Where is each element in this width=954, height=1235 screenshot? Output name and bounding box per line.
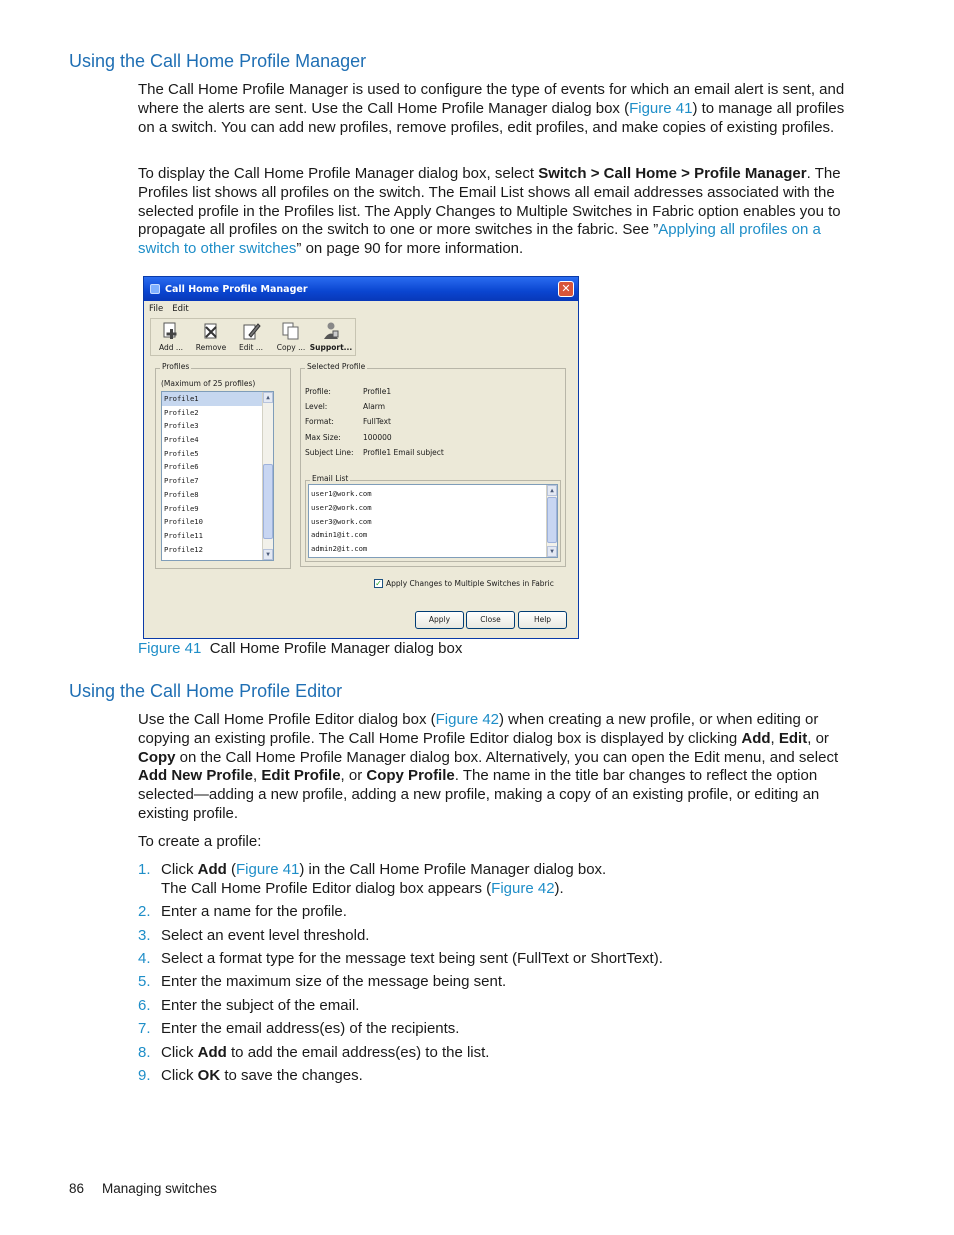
apply-button[interactable]: Apply (415, 611, 464, 629)
list-item[interactable]: user2@work.com (311, 502, 372, 512)
check-icon: ✓ (375, 579, 382, 588)
java-app-icon (150, 284, 160, 294)
list-item[interactable]: Profile1 (162, 392, 273, 406)
email-scrollbar[interactable] (546, 485, 557, 557)
copy-profile-icon (281, 321, 301, 341)
section-heading-profile-editor: Using the Call Home Profile Editor (69, 681, 343, 701)
profiles-list[interactable] (161, 391, 274, 561)
figure-41-link[interactable]: Figure 41 (236, 861, 300, 878)
list-item: 8. Click Add to add the email address(es) to the list. (138, 1043, 490, 1061)
list-item: 7. Enter the email address(es) of the recipients. (138, 1020, 460, 1038)
list-item[interactable]: Profile8 (164, 489, 199, 499)
selected-profile-group: Selected Profile (300, 368, 566, 567)
toolbar (150, 318, 356, 356)
help-button[interactable]: Help (518, 611, 567, 629)
add-button[interactable]: Add ... (151, 319, 191, 355)
scroll-thumb[interactable] (547, 497, 557, 543)
figure-42-link[interactable]: Figure 42 (435, 711, 500, 728)
list-item[interactable]: admin1@it.com (311, 530, 368, 540)
copy-button[interactable]: Copy ... (271, 319, 311, 355)
field-label: Profile: (305, 387, 331, 396)
add-profile-icon (161, 321, 181, 341)
scroll-down-icon[interactable]: ▼ (547, 546, 557, 557)
list-item: 9. Click OK to save the changes. (138, 1066, 363, 1084)
paragraph-editor: Use the Call Home Profile Editor dialog box (Figure 42) when creating a new profile, or when editing or copying an existing profile. The Call Home Profile Editor dialog box is displayed by clicking Add, Edit, or Copy on the Call Home Profile Manager dialog box. Alternatively, you can open the Edit menu, and select Add New Profile, Edit Profile, or Copy Profile. The name in the title bar changes to reflect the option selected—adding a new profile, adding a new profile, making a copy of an existing profile, or editing an existing profile. (138, 711, 839, 822)
field-value: Profile1 (363, 387, 392, 396)
list-item[interactable]: Profile6 (164, 462, 199, 472)
scroll-up-icon[interactable]: ▲ (263, 392, 273, 403)
list-item: 4. Select a format type for the message text being sent (FullText or ShortText). (138, 949, 663, 967)
list-item: 5. Enter the maximum size of the message being sent. (138, 973, 507, 991)
email-list-group: Email List (305, 480, 561, 562)
figure-41-link[interactable]: Figure 41 (629, 99, 693, 117)
list-item: 1. Click Add (Figure 41) in the Call Home Profile Manager dialog box. The Call Home Profile Editor dialog box appears (Figure 42). (138, 861, 607, 897)
list-item[interactable]: admin2@it.com (311, 544, 368, 554)
email-list[interactable] (308, 484, 558, 558)
list-item[interactable]: Profile7 (164, 476, 199, 486)
scroll-thumb[interactable] (263, 464, 273, 539)
page-number: 86 (69, 1181, 85, 1196)
applying-profiles-link[interactable]: Applying all profiles on a switch to other switches (138, 221, 821, 258)
profiles-scrollbar[interactable] (262, 392, 273, 560)
list-item[interactable]: Profile3 (164, 421, 199, 431)
scroll-up-icon[interactable]: ▲ (547, 485, 557, 496)
scroll-down-icon[interactable]: ▼ (263, 549, 273, 560)
list-item: 2. Enter a name for the profile. (138, 903, 347, 921)
list-item[interactable]: Profile10 (164, 517, 203, 527)
paragraph-create-intro: To create a profile: (138, 833, 262, 850)
support-icon (321, 321, 341, 341)
edit-profile-icon (241, 321, 261, 341)
footer-section: Managing switches (102, 1181, 217, 1196)
field-label: Max Size: (305, 432, 341, 442)
list-item[interactable]: Profile5 (164, 448, 199, 458)
menu-edit[interactable]: Edit (172, 304, 189, 314)
menu-file[interactable]: File (149, 304, 164, 314)
remove-profile-icon (201, 321, 221, 341)
profile-manager-dialog (143, 276, 579, 639)
field-value: Alarm (363, 402, 386, 412)
paragraph-display: To display the Call Home Profile Manager dialog box, select Switch > Call Home > Profile Manager. The Profiles list shows all profiles on the switch. The Email List shows all email addresses associated with the selected profile in the Profiles list. The Apply Changes to Multiple Switches in Fabric option enables you to propagate all profiles on the switch to one or more switches in the fabric. See ”Applying all profiles on a switch to other switches” on page 90 for more information. (138, 165, 841, 258)
profiles-group: Profiles (155, 368, 291, 569)
field-value: FullText (363, 417, 391, 427)
list-item: 6. Enter the subject of the email. (138, 996, 360, 1014)
figure-42-link[interactable]: Figure 42 (491, 879, 555, 897)
field-label: Subject Line: (305, 447, 354, 457)
field-value: Profile1 Email subject (363, 447, 444, 457)
list-item[interactable]: user1@work.com (311, 489, 372, 498)
list-item[interactable]: Profile12 (164, 544, 203, 554)
remove-button[interactable]: Remove (191, 319, 231, 355)
menu-bar (144, 301, 578, 317)
apply-multi-switch-checkbox[interactable]: ✓ Apply Changes to Multiple Switches in Fabric (375, 579, 554, 588)
list-item: 3. Select an event level threshold. (138, 926, 370, 944)
field-value: 100000 (363, 432, 392, 442)
support-button[interactable]: Support... (311, 319, 351, 355)
field-label: Format: (305, 417, 334, 427)
field-label: Level: (305, 402, 328, 412)
edit-button[interactable]: Edit ... (231, 319, 271, 355)
close-icon[interactable]: ✕ (558, 281, 574, 297)
list-item[interactable]: Profile4 (164, 435, 199, 445)
section-heading-profile-manager: Using the Call Home Profile Manager (69, 51, 367, 71)
profiles-max-label: (Maximum of 25 profiles) (161, 379, 256, 388)
dialog-title-bar: Call Home Profile Manager (144, 277, 578, 301)
page-footer (69, 1181, 235, 1196)
list-item[interactable]: Profile11 (164, 530, 203, 540)
paragraph-intro: The Call Home Profile Manager is used to configure the type of events for which an email alert is sent, and where the alerts are sent. Use the Call Home Profile Manager dialog box (Figure 41) to manage all profiles on a switch. You can add new profiles, remove profiles, edit profiles, and make copies of existing profiles. (138, 81, 845, 136)
figure-caption: Figure 41 Call Home Profile Manager dialog box (138, 640, 463, 657)
list-item[interactable]: Profile2 (164, 407, 199, 417)
close-button[interactable]: Close (466, 611, 515, 629)
steps-list (138, 861, 846, 1090)
list-item[interactable]: Profile9 (164, 503, 199, 513)
list-item[interactable]: user3@work.com (311, 516, 372, 526)
